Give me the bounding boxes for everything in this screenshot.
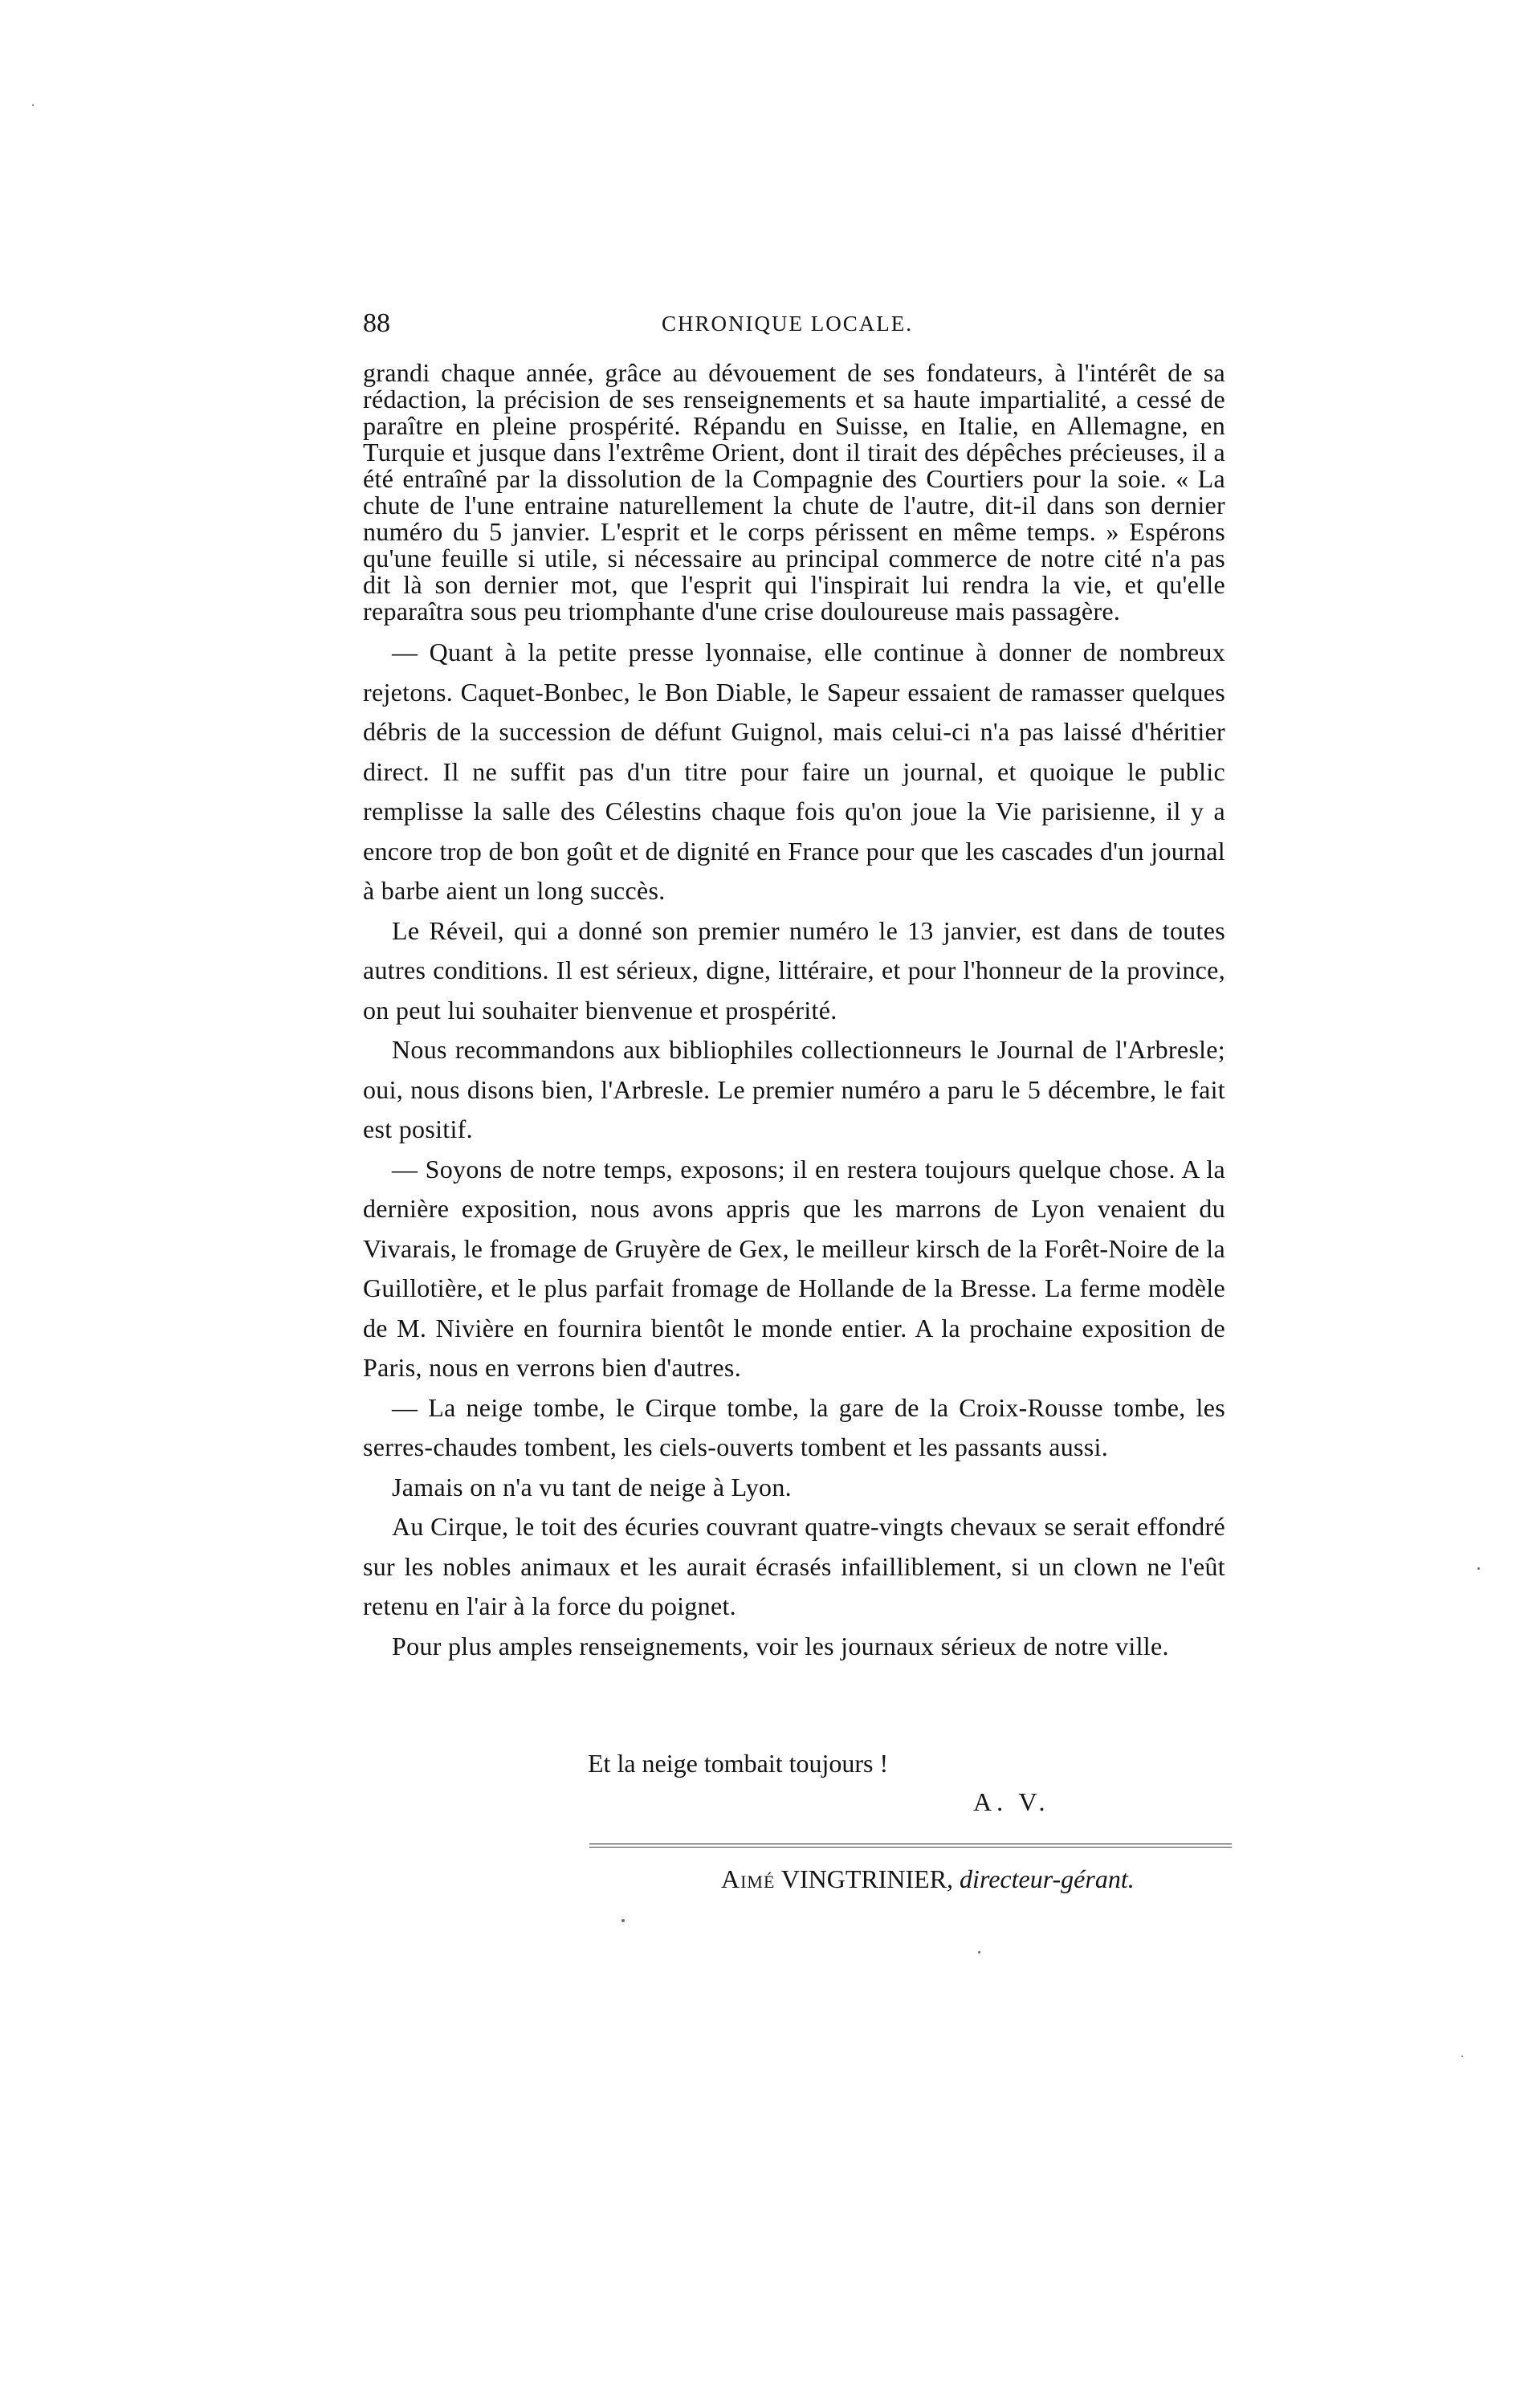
paper-speck bbox=[32, 104, 34, 106]
paper-speck bbox=[621, 1919, 625, 1922]
running-head bbox=[363, 308, 1225, 348]
paragraph-neige: — La neige tombe, le Cirque tombe, la gare de la Croix-Rousse tombe, les serres-chaudes tombent, les ciels-ouverts tombent et les passants aussi. bbox=[363, 1392, 1225, 1461]
header-title: CHRONIQUE LOCALE. bbox=[662, 312, 913, 336]
signature-last-name: VINGTRINIER bbox=[780, 1864, 947, 1893]
paragraph-cirque: Au Cirque, le toit des écuries couvrant quatre-vingts chevaux se serait effondré sur les nobles animaux et les aurait écrasés infailliblement, si un clown ne l'eût retenu en l'air à la force du poignet. bbox=[363, 1512, 1225, 1620]
chronicle-section bbox=[363, 633, 1225, 1666]
signature bbox=[721, 1864, 1135, 1894]
page-number: 88 bbox=[363, 308, 390, 338]
paragraph-continued: grandi chaque année, grâce au dévouement de ses fondateurs, à l'intérêt de sa rédaction, la précision de ses renseignements et sa haute impartialité, a cessé de paraître en pleine prospérité. Répandu en Suisse, en Italie, en Allemagne, en Turquie et jusque dans l'extrême Orient, dont il tirait des dépêches précieuses, il a été entraîné par la dissolution de la Compagnie des Courtiers pour la soie. « La chute de l'une entraine naturellement la chute de l'autre, dit-il dans son dernier numéro du 5 janvier. L'esprit et le corps périssent en même temps. » Espérons qu'une feuille si utile, si nécessaire au principal commerce de notre cité n'a pas dit là son dernier mot, que l'esprit qui l'inspirait lui rendra la vie, et qu'elle reparaîtra sous peu triomphante d'une crise douloureuse mais passagère. bbox=[363, 358, 1225, 625]
article-body bbox=[363, 360, 1225, 1666]
signature-first-name: Aimé bbox=[721, 1864, 776, 1893]
paper-speck bbox=[978, 1951, 980, 1954]
paragraph-exposition: — Soyons de notre temps, exposons; il en restera toujours quelque chose. A la dernière exposition, nous avons appris que les marrons de Lyon venaient du Vivarais, le fromage de Gruyère de Gex, le meilleur kirsch de la Forêt-Noire de la Guillotière, et le plus parfait fromage de Hollande de la Bresse. La ferme modèle de M. Nivière en fournira bientôt le monde entier. A la prochaine exposition de Paris, nous en verrons bien d'autres. bbox=[363, 1154, 1225, 1382]
closing-line: Et la neige tombait toujours ! bbox=[588, 1749, 889, 1778]
continued-section bbox=[363, 360, 1225, 625]
divider-rule bbox=[589, 1844, 1232, 1848]
paragraph-renseignements: Pour plus amples renseignements, voir les journaux sérieux de notre ville. bbox=[392, 1631, 1169, 1660]
paper-speck bbox=[1477, 1567, 1480, 1570]
paragraph-reveil: Le Réveil, qui a donné son premier numéro le 13 janvier, est dans de toutes autres conditions. Il est sérieux, digne, littéraire, et pour l'honneur de la province, on peut lui souhaiter bienvenue et prospérité. bbox=[363, 915, 1225, 1025]
paragraph-jamais: Jamais on n'a vu tant de neige à Lyon. bbox=[392, 1472, 792, 1501]
paper-speck bbox=[1461, 2056, 1463, 2057]
signature-role: , directeur-gérant. bbox=[947, 1864, 1135, 1893]
paragraph-petite-presse: — Quant à la petite presse lyonnaise, elle continue à donner de nombreux rejetons. Caquet-Bonbec, le Bon Diable, le Sapeur essaient de ramasser quelques débris de la succession de défunt Guignol, mais celui-ci n'a pas laissé d'héritier direct. Il ne suffit pas d'un titre pour faire un journal, et quoique le public remplisse la salle des Célestins chaque fois qu'on joue la Vie parisienne, il y a encore trop de bon goût et de dignité en France pour que les cascades d'un journal à barbe aient un long succès. bbox=[363, 638, 1225, 905]
paragraph-arbresle: Nous recommandons aux bibliophiles collectionneurs le Journal de l'Arbresle; oui, nous disons bien, l'Arbresle. Le premier numéro a paru le 5 décembre, le fait est positif. bbox=[363, 1035, 1225, 1143]
author-initials: A. V. bbox=[973, 1787, 1050, 1816]
